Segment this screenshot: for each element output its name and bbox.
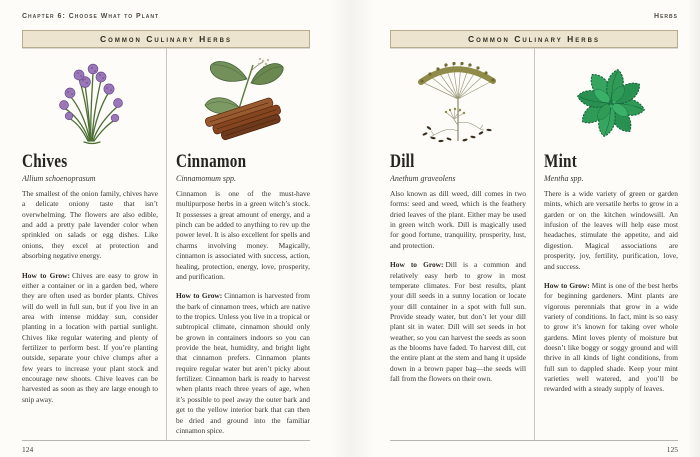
page-gutter-shadow [330, 0, 374, 457]
herb-grow-paragraph [544, 281, 678, 395]
herb-latin-name: Anethum graveolens [390, 174, 456, 183]
page-right [390, 0, 678, 457]
herb-entry-mint [534, 48, 678, 440]
herb-name: Chives [22, 151, 68, 172]
cinnamon-illustration [176, 54, 310, 148]
running-head-chapter: Chapter 6: Choose What to Plant [22, 13, 160, 20]
herb-grow-paragraph [176, 291, 310, 436]
section-banner-left [22, 30, 310, 48]
grow-text: Chives are easy to grow in either a container or in a garden bed, where they are often used as border plants. Chives will do well in full sun, but if you live in an area with intense midday sun, consider planting in a location with partial sunlight. Chives like regular watering and plenty of fertilizer to perform best. If you’re planting outside, separate your chive clumps after a few years to increase your plant stock and encourage new shoots. Chive leaves can be harvested as soon as they are large enough to snip away. [22, 270, 158, 404]
herb-entry-chives [22, 48, 166, 440]
herb-grow-paragraph [22, 271, 158, 406]
page-number-right: 125 [666, 445, 678, 454]
banner-title: Common Culinary Herbs [468, 34, 600, 44]
mint-plant-drawing [559, 55, 663, 147]
running-head-section: Herbs [654, 13, 678, 20]
columns-right-page [390, 48, 678, 441]
herb-entry-dill [390, 48, 534, 440]
section-banner-right [390, 30, 678, 48]
herb-description: There is a wide variety of green or garden mints, which are versatile herbs to grow in a garden or on the kitchen windowsill. An infusion of the leaves will help ease most headaches, stimulate the appetite, and aid digestion. Magical associations are prosperity, joy, fertility, purification, love, and success. [544, 189, 678, 271]
columns-left-page [22, 48, 310, 441]
herb-latin-name: Cinnamomum spp. [176, 174, 237, 183]
grow-text: Cinnamon is harvested from the bark of cinnamon trees, which are native to the tropics. Unless you live in a tropical or subtropical climate, cinnamon should only be grown in containers indoors so you can provide the heat, humidity, and bright light that cinnamon prefers. Cinnamon plants require regular water but aren’t picky about fertilizer. Cinnamon bark is ready to harvest when plants reach three years of age, when it’s possible to peel away the outer bark and get to the yellow interior bark that can then be dried and ground into the familiar cinnamon spice. [176, 291, 310, 435]
dill-plant-drawing [406, 55, 510, 147]
herb-name: Cinnamon [176, 151, 247, 172]
grow-label: How to Grow: [176, 291, 223, 301]
chives-illustration [22, 54, 158, 148]
chives-plant-drawing [38, 55, 142, 147]
herb-latin-name: Allium schoenoprasum [22, 174, 96, 183]
grow-label: How to Grow: [544, 280, 590, 290]
herb-grow-paragraph [390, 260, 526, 384]
banner-title: Common Culinary Herbs [100, 34, 232, 44]
herb-name: Dill [390, 151, 415, 172]
herb-description: Also known as dill weed, dill comes in two forms: seed and weed, which is the feathery dried leaves of the plant. Either may be used in green witch work. Dill is magically used for good fortune, tranquility, prosperity, lust, and protection. [390, 189, 526, 250]
herb-description: The smallest of the onion family, chives have a delicate oniony taste that isn’t overwhelming. The flowers are also edible, and add a pretty pale lavender color when sprinkled on salads or egg dishes. Like onions, they excel at protection and absorbing negative energy. [22, 189, 158, 261]
herb-name: Mint [544, 151, 578, 172]
mint-illustration [544, 54, 678, 148]
page-left [22, 0, 310, 457]
grow-label: How to Grow: [22, 270, 70, 280]
page-edge-shadow [688, 0, 700, 457]
herb-latin-name: Mentha spp. [544, 174, 584, 183]
page-number-left: 124 [22, 445, 34, 454]
herb-description: Cinnamon is one of the must-have multipurpose herbs in a green witch’s stock. It possesses a great amount of energy, and a pinch can be added to anything to rev up the power level. It is also excellent for spells and charms involving money. Magically, cinnamon is associated with success, action, healing, protection, energy, love, prosperity, and purification. [176, 189, 310, 281]
grow-label: How to Grow: [390, 260, 444, 270]
grow-text: Mint is one of the best herbs for beginning gardeners. Mint plants are vigorous perennials that grow in a wide variety of conditions. In fact, mint is so easy to grow it’s known for taking over whole gardens. Mint loves plenty of moisture but doesn’t like boggy or soggy ground and will thrive in all kinds of light conditions, from full sun to dappled shade. Keep your mint varieties well watered, and you’ll be rewarded with a steady supply of leaves. [544, 280, 678, 394]
grow-text: Dill is a common and relatively easy herb to grow in most temperate climates. For best results, plant your dill seeds in a sunny location or locate your dill container in a spot with full sun. Provide steady water, but don’t let your dill plant sit in water. Dill will set seeds in hot weather, so you can harvest the seeds as soon as the blooms have faded. To harvest dill, cut the entire plant at the stem and hang it upside down in a brown paper bag—the seeds will fall from the flowers on their own. [390, 260, 526, 384]
herb-entry-cinnamon [166, 48, 310, 440]
cinnamon-plant-drawing [191, 55, 295, 147]
dill-illustration [390, 54, 526, 148]
